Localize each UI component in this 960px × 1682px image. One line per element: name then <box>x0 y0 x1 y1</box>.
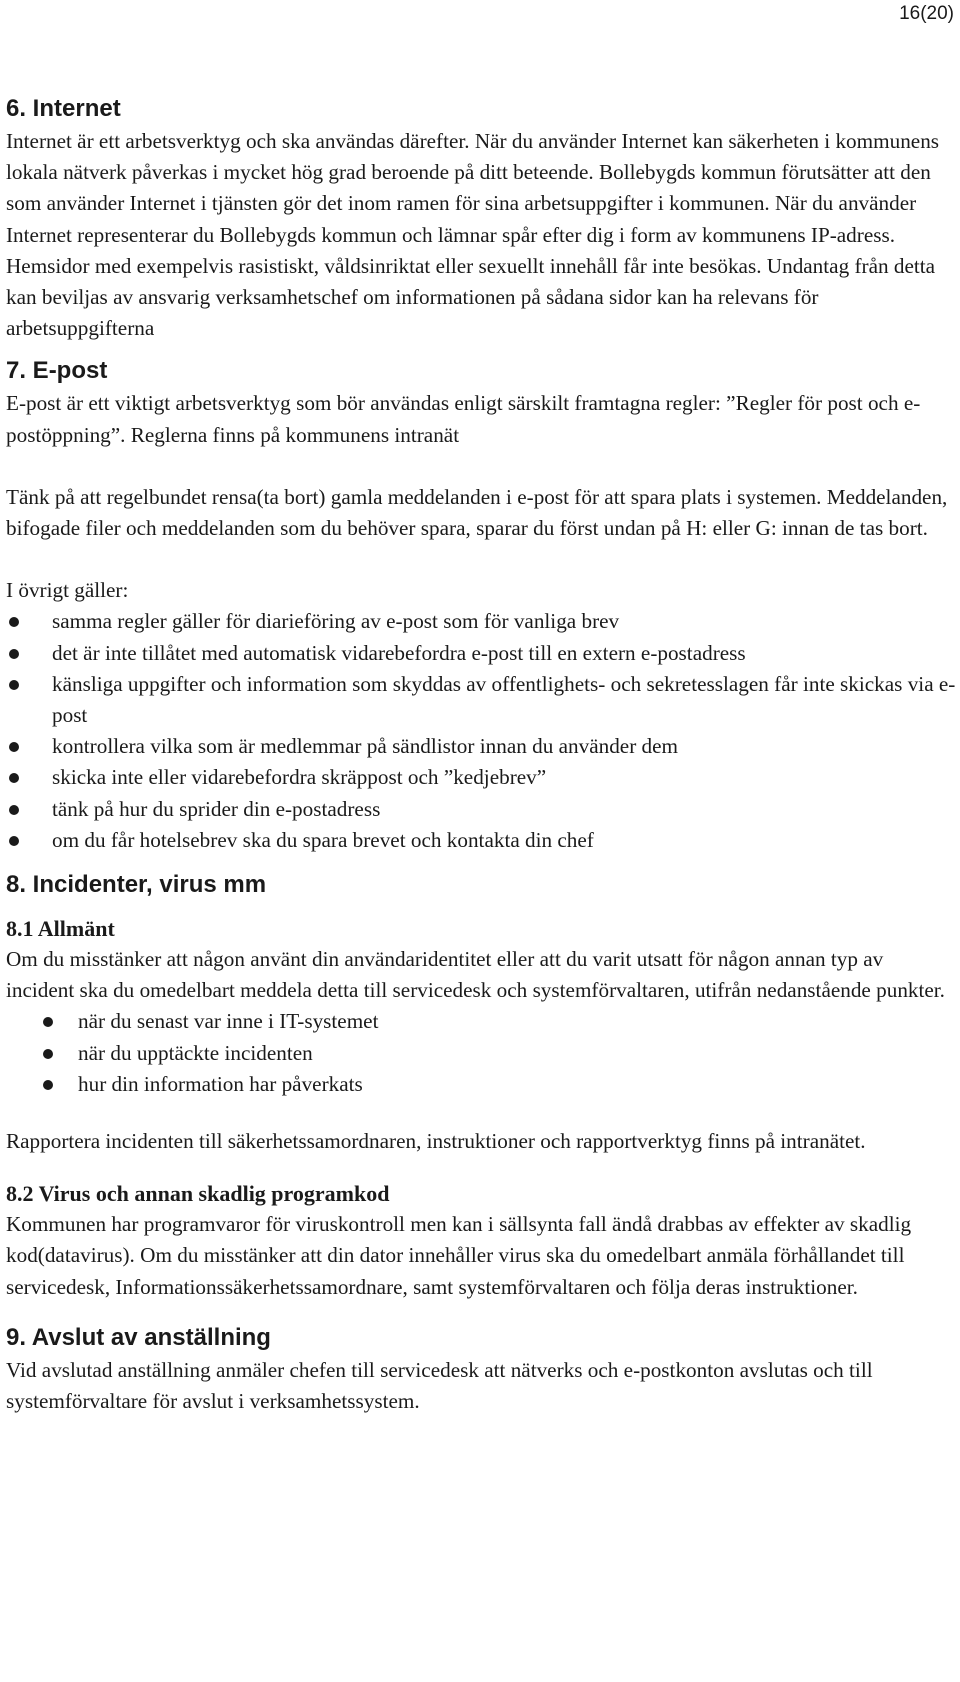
list-item <box>6 794 956 825</box>
bullet-icon <box>43 1017 53 1027</box>
bullet-icon <box>9 742 19 752</box>
list-item-text: det är inte tillåtet med automatisk vidarebefordra e-post till en extern e-postadress <box>52 640 746 665</box>
list-item-text: kontrollera vilka som är medlemmar på sändlistor innan du använder dem <box>52 734 679 759</box>
list-item <box>6 669 956 731</box>
list-item <box>6 731 956 762</box>
bullet-icon <box>9 836 19 846</box>
allmant-report-paragraph: Rapportera incidenten till säkerhetssamordnaren, instruktioner och rapportverktyg finns på intranätet. <box>6 1129 866 1154</box>
allmant-bullet-list <box>6 1006 956 1100</box>
bullet-icon <box>9 773 19 783</box>
epost-intro: I övrigt gäller: <box>6 578 129 603</box>
list-item-text: tänk på hur du sprider din e-postadress <box>52 796 381 821</box>
list-item-text: när du upptäckte incidenten <box>78 1040 313 1065</box>
section-heading-incidenter: 8. Incidenter, virus mm <box>6 871 267 899</box>
bullet-icon <box>9 680 19 690</box>
section-heading-avslut: 9. Avslut av anställning <box>6 1323 271 1351</box>
page-number: 16(20) <box>899 3 954 24</box>
list-item-text: känsliga uppgifter och information som skyddas av offentlighets- och sekretesslagen får inte skickas via e-post <box>52 671 956 728</box>
virus-paragraph: Kommunen har programvaror för viruskontroll men kan i sällsynta fall ändå drabbas av effekter av skadlig kod(datavirus). Om du misstänker att din dator innehåller virus ska du omedelbart anmäla förhållandet till servicedesk, Informationssäkerhetssamordnare, samt systemförvaltaren och följa deras instruktioner. <box>6 1212 912 1299</box>
bullet-icon <box>9 649 19 659</box>
bullet-icon <box>9 805 19 815</box>
list-item-text: skicka inte eller vidarebefordra skräppost och ”kedjebrev” <box>52 765 547 790</box>
epost-bullet-list <box>6 606 956 856</box>
list-item-text: när du senast var inne i IT-systemet <box>78 1009 379 1034</box>
list-item <box>6 1006 956 1037</box>
bullet-icon <box>43 1080 53 1090</box>
avslut-paragraph: Vid avslutad anställning anmäler chefen till servicedesk att nätverks och e-postkonton avslutas och till systemförvaltare för avslut i verksamhetssystem. <box>6 1357 873 1414</box>
list-item <box>6 825 956 856</box>
list-item <box>6 1069 956 1100</box>
list-item <box>6 606 956 637</box>
list-item-text: samma regler gäller för diarieföring av e-post som för vanliga brev <box>52 609 620 634</box>
list-item <box>6 1038 956 1069</box>
list-item <box>6 638 956 669</box>
list-item-text: hur din information har påverkats <box>78 1071 363 1096</box>
epost-paragraph-rules: E-post är ett viktigt arbetsverktyg som bör användas enligt särskilt framtagna regler: ”Regler för post och e-postöppning”. Reglerna finns på kommunens intranät <box>6 391 921 447</box>
epost-paragraph-cleanup: Tänk på att regelbundet rensa(ta bort) gamla meddelanden i e-post för att spara plats i systemen. Meddelanden, bifogade filer och meddelanden som du behöver spara, sparar du först undan på H: eller G: innan de tas bort. <box>6 484 948 541</box>
list-item <box>6 762 956 793</box>
section-heading-epost: 7. E-post <box>6 357 108 385</box>
subsection-heading-allmant: 8.1 Allmänt <box>6 916 115 942</box>
section-heading-internet: 6. Internet <box>6 95 121 122</box>
allmant-paragraph: Om du misstänker att någon använt din användaridentitet eller att du varit utsatt för någon annan typ av incident ska du omedelbart meddela detta till servicedesk och systemförvaltaren, utifrån nedanstående punkter. <box>6 947 945 1003</box>
bullet-icon <box>9 617 19 627</box>
internet-paragraph: Internet är ett arbetsverktyg och ska användas därefter. När du använder Internet kan säkerheten i kommunens lokala nätverk påverkas i mycket hög grad beroende på ditt beteende. Bollebygds kommun förutsätter att den som använder Internet i tjänsten gör det inom ramen för sina arbetsuppgifter i kommunen. När du använder Internet representerar du Bollebygds kommun och lämnar spår efter dig i form av kommunens IP-adress. Hemsidor med exempelvis rasistiskt, våldsinriktat eller sexuellt innehåll får inte besökas. Undantag från detta kan beviljas av ansvarig verksamhetschef om informationen på sådana sidor kan ha relevans för arbetsuppgifterna <box>6 129 940 341</box>
bullet-icon <box>43 1049 53 1059</box>
subsection-heading-virus: 8.2 Virus och annan skadlig programkod <box>6 1181 390 1207</box>
list-item-text: om du får hotelsebrev ska du spara brevet och kontakta din chef <box>52 827 594 852</box>
page-content <box>6 92 956 1417</box>
